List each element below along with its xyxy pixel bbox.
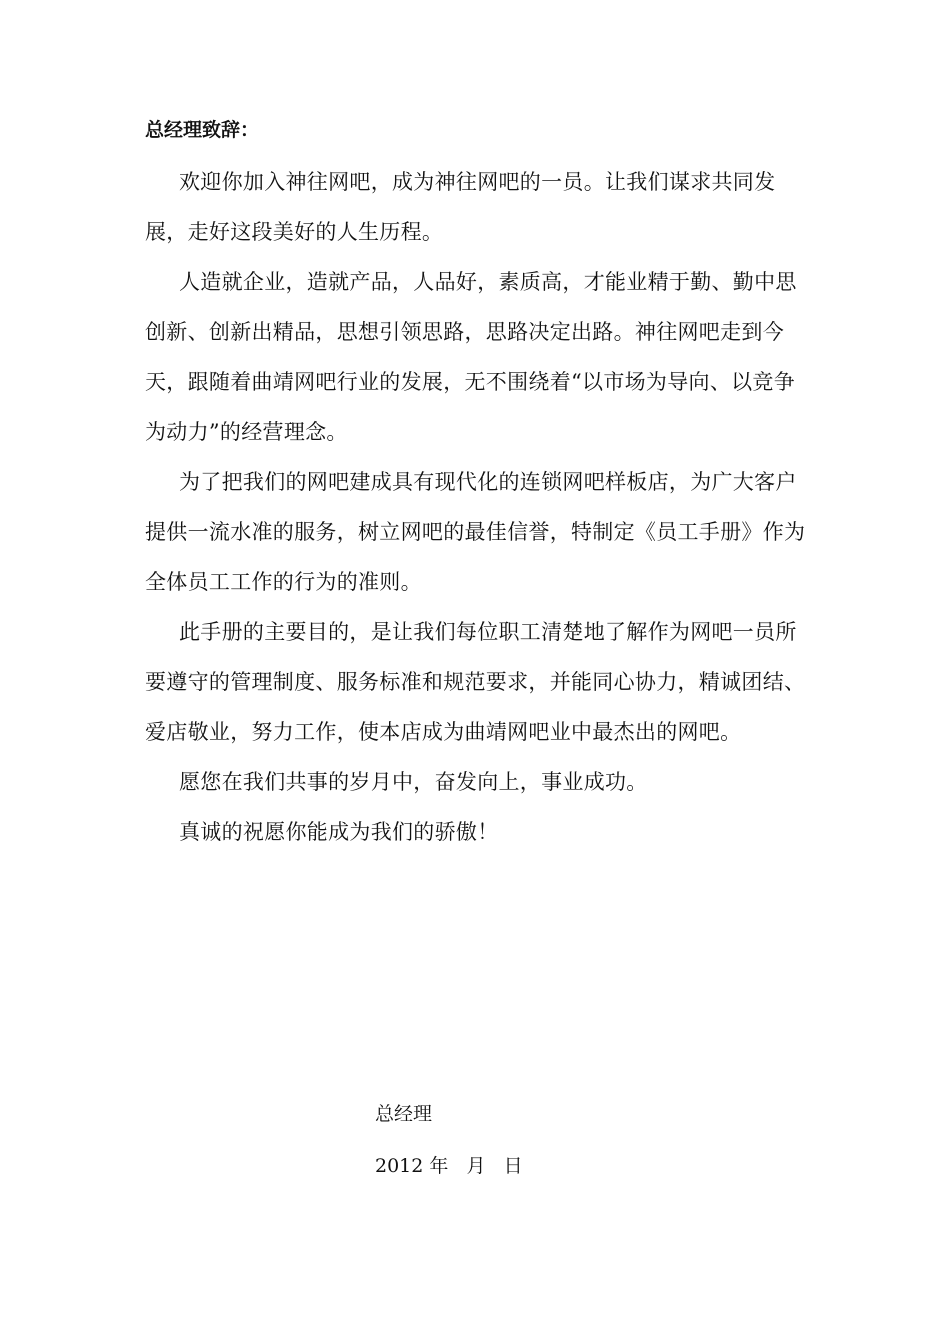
signature-date: 2012 年 月 日	[375, 1155, 523, 1177]
paragraph-wish: 愿您在我们共事的岁月中，奋发向上，事业成功。	[179, 770, 648, 794]
paragraph-welcome: 欢迎你加入神往网吧，成为神往网吧的一员。让我们谋求共同发展，走好这段美好的人生历程。	[145, 170, 776, 244]
signature-title: 总经理	[375, 1103, 433, 1125]
signature-block	[375, 1100, 523, 1180]
paragraph-closing: 真诚的祝愿你能成为我们的骄傲！	[179, 820, 499, 844]
letter-body	[145, 157, 815, 857]
paragraph-philosophy: 人造就企业，造就产品，人品好，素质高，才能业精于勤、勤中思创新、创新出精品，思想引领思路，思路决定出路。神往网吧走到今天，跟随着曲靖网吧行业的发展，无不围绕着“以市场为导向、以竞争为动力”的经营理念。	[145, 270, 797, 444]
paragraph-handbook-aim: 此手册的主要目的，是让我们每位职工清楚地了解作为网吧一员所要遵守的管理制度、服务标准和规范要求，并能同心协力，精诚团结、爱店敬业，努力工作，使本店成为曲靖网吧业中最杰出的网吧。	[145, 620, 806, 744]
paragraph-purpose: 为了把我们的网吧建成具有现代化的连锁网吧样板店，为广大客户提供一流水准的服务，树立网吧的最佳信誉，特制定《员工手册》作为全体员工工作的行为的准则。	[145, 470, 806, 594]
page-title: 总经理致辞：	[145, 119, 260, 141]
